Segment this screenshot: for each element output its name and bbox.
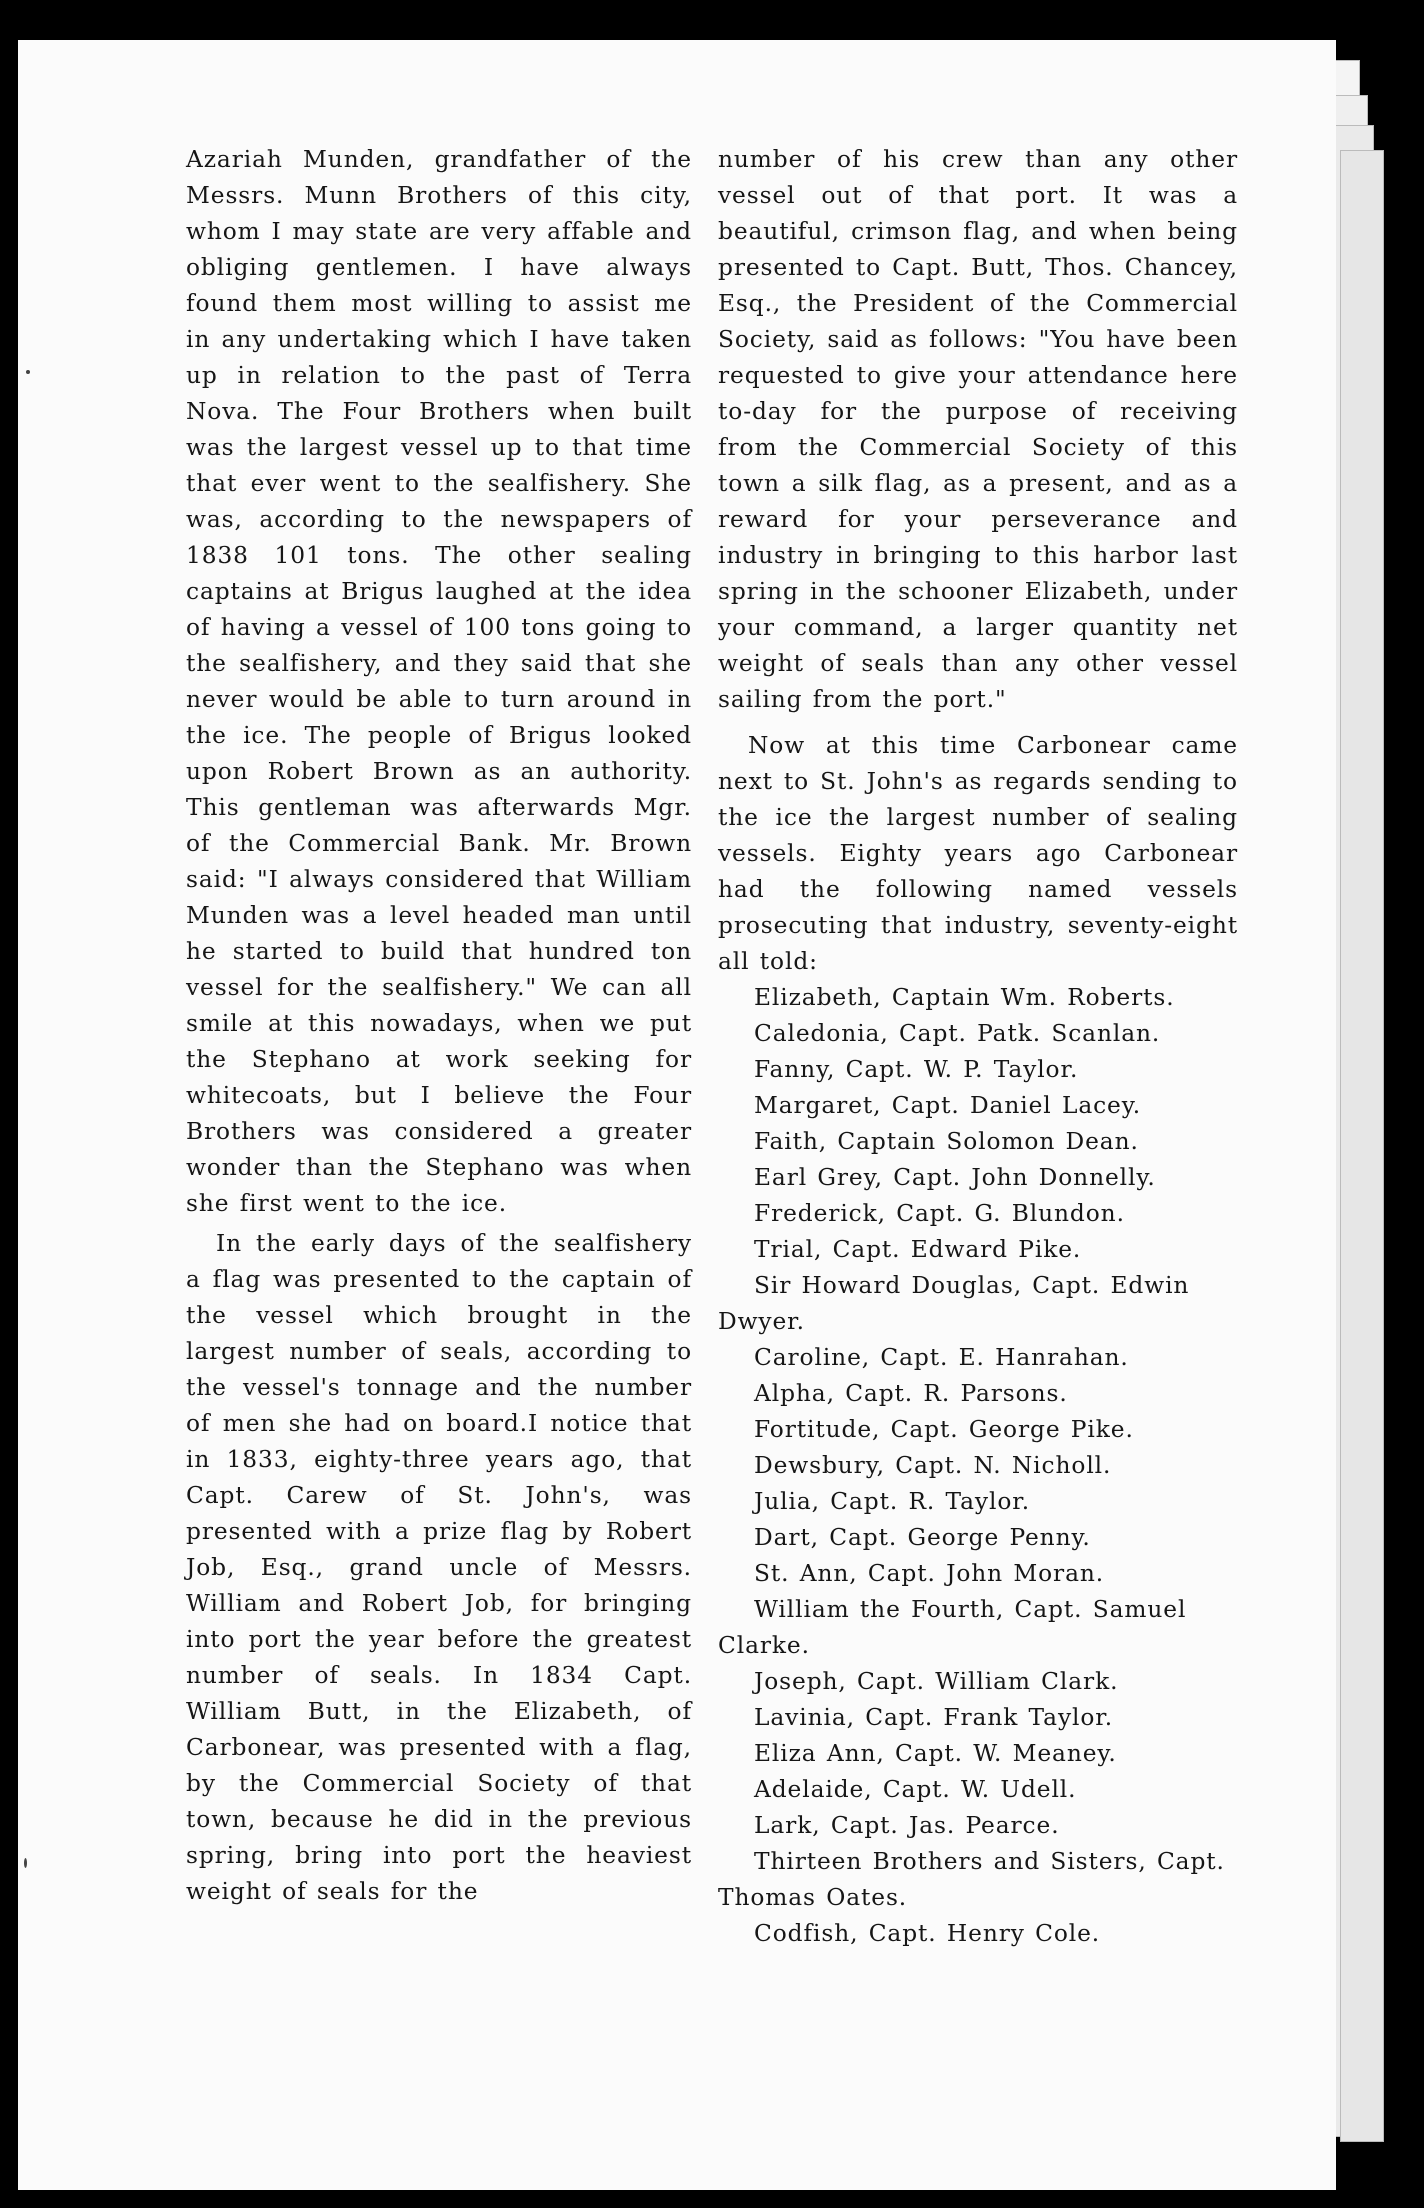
list-item: Margaret, Capt. Daniel Lacey. <box>754 1092 1142 1119</box>
list-item: Fanny, Capt. W. P. Taylor. <box>754 1056 1079 1083</box>
list-item: Eliza Ann, Capt. W. Meaney. <box>754 1740 1117 1767</box>
list-item: Frederick, Capt. G. Blundon. <box>754 1200 1125 1227</box>
list-item: Caroline, Capt. E. Hanrahan. <box>754 1344 1129 1371</box>
list-item: Earl Grey, Capt. John Donnelly. <box>754 1164 1156 1191</box>
vessel-list <box>718 980 1238 1952</box>
list-item: Trial, Capt. Edward Pike. <box>754 1236 1082 1263</box>
left-paragraph-1: Azariah Munden, grandfather of the Messrs. Munn Brothers of this city, whom I may state are very affable and obliging gentlemen. I have always found them most willing to assist me in any undertaking which I have taken up in relation to the past of Terra Nova. The Four Brothers when built was the largest vessel up to that time that ever went to the sealfishery. She was, according to the newspapers of 1838 101 tons. The other sealing captains at Brigus laughed at the idea of having a vessel of 100 tons going to the sealfishery, and they said that she never would be able to turn around in the ice. The people of Brigus looked upon Robert Brown as an authority. This gentleman was afterwards Mgr. of the Commercial Bank. Mr. Brown said: "I always considered that William Munden was a level headed man until he started to build that hundred ton vessel for the sealfishery." We can all smile at this nowadays, when we put the Stephano at work seeking for whitecoats, but I believe the Four Brothers was considered a greater wonder than the Stephano was when she first went to the ice. <box>186 146 692 1217</box>
right-paragraph-1: number of his crew than any other vessel out of that port. It was a beautiful, crimson flag, and when being presented to Capt. Butt, Thos. Chancey, Esq., the President of the Commercial Society, said as follows: "You have been requested to give your attendance here to-day for the purpose of receiving from the Commercial Society of this town a silk flag, as a present, and as a reward for your perseverance and industry in bringing to this harbor last spring in the schooner Elizabeth, under your command, a larger quantity net weight of seals than any other vessel sailing from the port." <box>718 146 1238 713</box>
speck <box>24 1858 27 1868</box>
left-paragraph-2: In the early days of the sealfishery a flag was presented to the captain of the vessel which brought in the largest number of seals, according to the vessel's tonnage and the number of men she had on board.I notice that in 1833, eighty-three years ago, that Capt. Carew of St. John's, was presented with a prize flag by Robert Job, Esq., grand uncle of Messrs. William and Robert Job, for bringing into port the year before the greatest number of seals. In 1834 Capt. William Butt, in the Elizabeth, of Carbonear, was presented with a flag, by the Commercial Society of that town, because he did in the previous spring, bring into port the heaviest weight of seals for the <box>186 1230 692 1905</box>
left-column <box>186 142 692 1910</box>
right-column <box>718 142 1238 1952</box>
list-item: Caledonia, Capt. Patk. Scanlan. <box>754 1020 1161 1047</box>
list-item: Adelaide, Capt. W. Udell. <box>754 1776 1077 1803</box>
list-item: Elizabeth, Captain Wm. Roberts. <box>754 984 1175 1011</box>
list-item: Sir Howard Douglas, Capt. Edwin Dwyer. <box>718 1272 1190 1335</box>
list-item: Lavinia, Capt. Frank Taylor. <box>754 1704 1114 1731</box>
speck <box>26 370 30 374</box>
list-item: St. Ann, Capt. John Moran. <box>754 1560 1105 1587</box>
list-item: Fortitude, Capt. George Pike. <box>754 1416 1134 1443</box>
list-item: Dewsbury, Capt. N. Nicholl. <box>754 1452 1112 1479</box>
page-stack-edge <box>1340 150 1384 2142</box>
list-item: William the Fourth, Capt. Samuel Clarke. <box>718 1596 1187 1659</box>
list-item: Thirteen Brothers and Sisters, Capt. Thomas Oates. <box>718 1848 1225 1911</box>
list-item: Alpha, Capt. R. Parsons. <box>754 1380 1068 1407</box>
list-item: Lark, Capt. Jas. Pearce. <box>754 1812 1060 1839</box>
list-item: Julia, Capt. R. Taylor. <box>754 1488 1031 1515</box>
right-paragraph-2: Now at this time Carbonear came next to St. John's as regards sending to the ice the largest number of sealing vessels. Eighty years ago Carbonear had the following named vessels prosecuting that industry, seventy-eight all told: <box>718 732 1238 975</box>
list-item: Joseph, Capt. William Clark. <box>754 1668 1119 1695</box>
list-item: Dart, Capt. George Penny. <box>754 1524 1091 1551</box>
list-item: Codfish, Capt. Henry Cole. <box>754 1920 1101 1947</box>
list-item: Faith, Captain Solomon Dean. <box>754 1128 1139 1155</box>
